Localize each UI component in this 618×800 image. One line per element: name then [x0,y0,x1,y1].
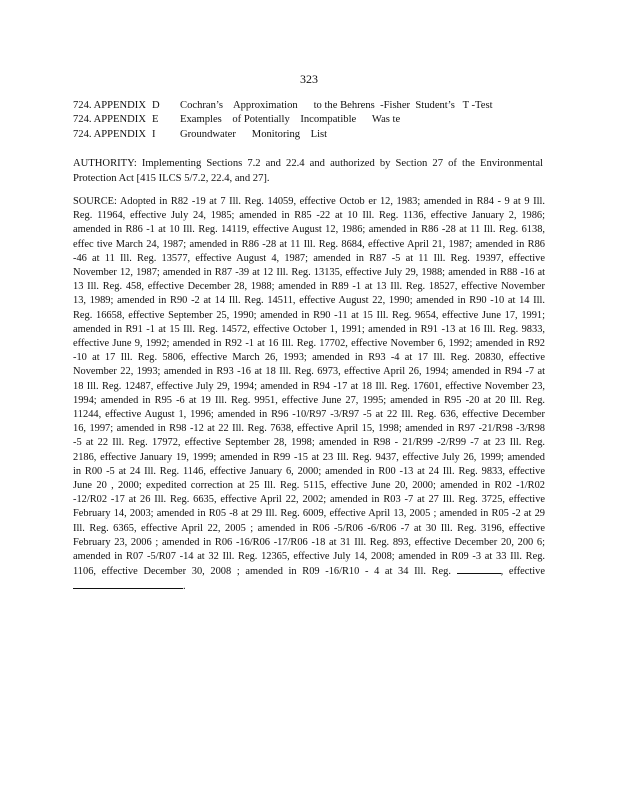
appendix-prefix: 724. APPENDIX [73,128,146,140]
source-end: . [183,581,186,593]
source-note [73,195,545,595]
appendix-letter: I [152,128,156,140]
appendix-title: Cochran’s Approximation to the Behrens -Fisher Student’s T -Test [180,100,493,111]
appendix-row-d [73,99,553,113]
blank-effective-date [73,579,183,589]
source-effective-label: , effective [500,566,545,578]
appendix-list [73,99,553,142]
appendix-prefix: 724. APPENDIX [73,100,146,111]
appendix-letter: D [152,100,160,111]
authority-note: AUTHORITY: Implementing Sections 7.2 and 22.4 and authorized by Section 27 of the Environmental Protection Act [415 ILCS 5/7.2, 22.4, and 27]. [73,158,543,184]
page-number: 323 [300,72,318,86]
blank-register-page [457,564,501,574]
appendix-row-e [73,113,553,127]
appendix-title: Groundwater Monitoring List [180,128,328,140]
appendix-letter: E [152,114,159,126]
appendix-title: Examples of Potentially Incompatible Was te [180,114,401,126]
appendix-row-i [73,128,553,142]
source-text: SOURCE: Adopted in R82 -19 at 7 Ill. Reg. 14059, effective Octob er 12, 1983; amended in R84 - 9 at 9 Ill. Reg. 11964, effective July 24, 1985; amended in R85 -22 at 10 Ill. Reg. 1136, effective January 2, 1986; amended in R86 -1 at 10 Ill. Reg. 14119, effective August 12, 1986; amended in R86 -28 at 11 Ill. Reg. 6138, effec tive March 24, 1987; amended in R86 -28 at 11 Ill. Reg. 8684, effective April 21, 1987; amended in R86 -46 at 11 Ill. Reg. 13577, effective August 4, 1987; amended in R87 -5 at 11 Ill. Reg. 19397, effective November 12, 1987; amended in R87 -39 at 12 Ill. Reg. 13135, effective July 29, 1988; amended in R88 -16 at 13 Ill. Reg. 458, effective December 28, 1988; amended in R89 -1 at 13 Ill. Reg. 18527, effective November 13, 1989; amended in R90 -2 at 14 Ill. Reg. 14511, effective August 22, 1990; amended in R90 -10 at 14 Ill. Reg. 16658, effective September 25, 1990; amended in R90 -11 at 15 Ill. Reg. 9654, effective June 17, 1991; amended in R91 -1 at 15 Ill. Reg. 14572, effective October 1, 1991; amended in R91 -13 at 16 Ill. Reg. 9833, effective June 9, 1992; amended in R92 -1 at 16 Ill. Reg. 17702, effective November 6, 1992; amended in R92 -10 at 17 Ill. Reg. 5806, effective March 26, 1993; amended in R93 -4 at 17 Ill. Reg. 20830, effective November 22, 1993; amended in R93 -16 at 18 Ill. Reg. 6973, effective April 26, 1994; amended in R94 -7 at 18 Ill. Reg. 12487, effective July 29, 1994; amended in R94 -17 at 18 Ill. Reg. 17601, effective November 23, 1994; amended in R95 -6 at 19 Ill. Reg. 9951, effective June 27, 1995; amended in R95 -20 at 20 Ill. Reg. 11244, effective August 1, 1996; amended in R96 -10/R97 -3/R97 -5 at 22 Ill. Reg. 636, effective December 16, 1997; amended in R98 -12 at 22 Ill. Reg. 7638, effective April 15, 1998; amended in R97 -21/R98 -3/R98 -5 at 22 Ill. Reg. 17972, effective September 28, 1998; amended in R98 - 21/R99 -2/R99 -7 at 23 Ill. Reg. 2186, effective January 19, 1999; amended in R99 -15 at 23 Ill. Reg. 9437, effective July 26, 1999; amended in R00 -5 at 24 Ill. Reg. 1146, effective January 6, 2000; amended in R00 -13 at 24 Ill. Reg. 9833, effective June 20 , 2000; expedited correction at 25 Ill. Reg. 5115, effective June 20, 2000; amended in R02 -1/R02 -12/R02 -17 at 26 Ill. Reg. 6635, effective April 22, 2002; amended in R03 -7 at 27 Ill. Reg. 3725, effective February 14, 2003; amended in R05 -8 at 29 Ill. Reg. 6009, effective April 13, 2005 ; amended in R05 -2 at 29 Ill. Reg. 6365, effective April 22, 2005 ; amended in R06 -5/R06 -6/R06 -7 at 30 Ill. Reg. 3196, effective February 23, 2006 ; amended in R06 -16/R06 -17/R06 -18 at 31 Ill. Reg. 893, effective December 20, 200 6; amended in R07 -5/R07 -14 at 32 Ill. Reg. 12365, effective July 14, 2008; amended in R09 -3 at 33 Ill. Reg. 1106, effective December 30, 2008 ; amended in R09 -16/R10 - 4 at 34 Ill. Reg. [73,196,545,578]
appendix-prefix: 724. APPENDIX [73,114,146,126]
